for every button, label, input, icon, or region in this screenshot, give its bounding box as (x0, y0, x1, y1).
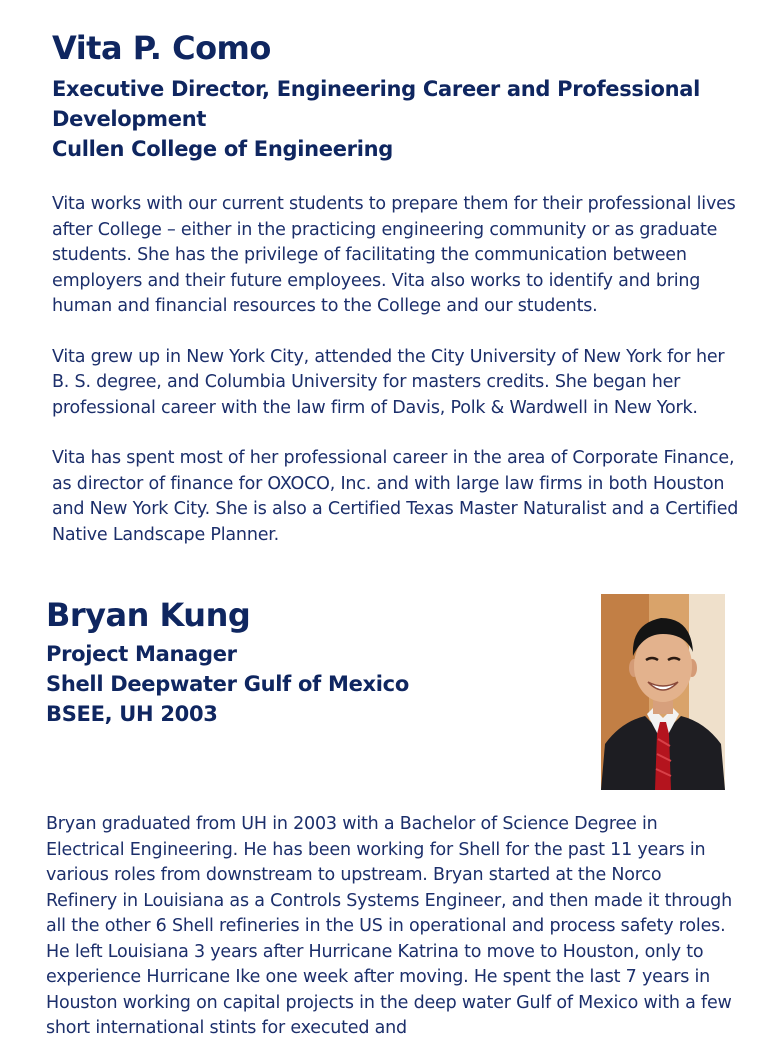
person-title-line: Cullen College of Engineering (52, 137, 393, 161)
person-title-line: BSEE, UH 2003 (46, 702, 218, 726)
portrait-illustration (601, 594, 725, 790)
bio-vita-como (52, 28, 742, 548)
portrait-photo (601, 594, 725, 790)
person-title-line: Shell Deepwater Gulf of Mexico (46, 672, 409, 696)
bio-paragraph: Vita has spent most of her professional career in the area of Corporate Finance, as director of finance for OXOCO, Inc. and with large law firms in both Houston and New York City. She is also a Certified Texas Master Naturalist and a Certified Native Landscape Planner. (52, 448, 739, 545)
person-title-line: Development (52, 107, 207, 131)
person-title-line: Executive Director, Engineering Career and Professional (52, 77, 701, 101)
bio-paragraph: Vita works with our current students to prepare them for their professional lives after College – either in the practicing engineering community or as graduate students. She has the privilege of facilitating the communication between employers and their future employees. Vita also works to identify and bring human and financial resources to the College and our students. (52, 194, 736, 316)
bio-paragraph: Bryan graduated from UH in 2003 with a Bachelor of Science Degree in Electrical Engineering. He has been working for Shell for the past 11 years in various roles from downstream to upstream. Bryan started at the Norco Refinery in Louisiana as a Controls Systems Engineer, and then made it through all the other 6 Shell refineries in the US in operational and process safety roles. He left Louisiana 3 years after Hurricane Katrina to move to Houston, only to experience Hurricane Ike one week after moving. He spent the last 7 years in Houston working on capital projects in the deep water Gulf of Mexico with a few short international stints for executed and (46, 814, 732, 1038)
person-titles (52, 74, 742, 164)
person-title-line: Project Manager (46, 642, 237, 666)
bio-paragraphs (52, 192, 742, 548)
bio-paragraph: Vita grew up in New York City, attended the City University of New York for her B. S. degree, and Columbia University for masters credits. She began her professional career with the law firm of Davis, Polk & Wardwell in New York. (52, 346, 725, 418)
person-name: Vita P. Como (52, 29, 271, 67)
bio-bryan-kung-body (46, 812, 736, 1042)
person-titles (46, 639, 586, 729)
person-name: Bryan Kung (46, 596, 251, 634)
bio-bryan-kung-header (46, 595, 586, 729)
